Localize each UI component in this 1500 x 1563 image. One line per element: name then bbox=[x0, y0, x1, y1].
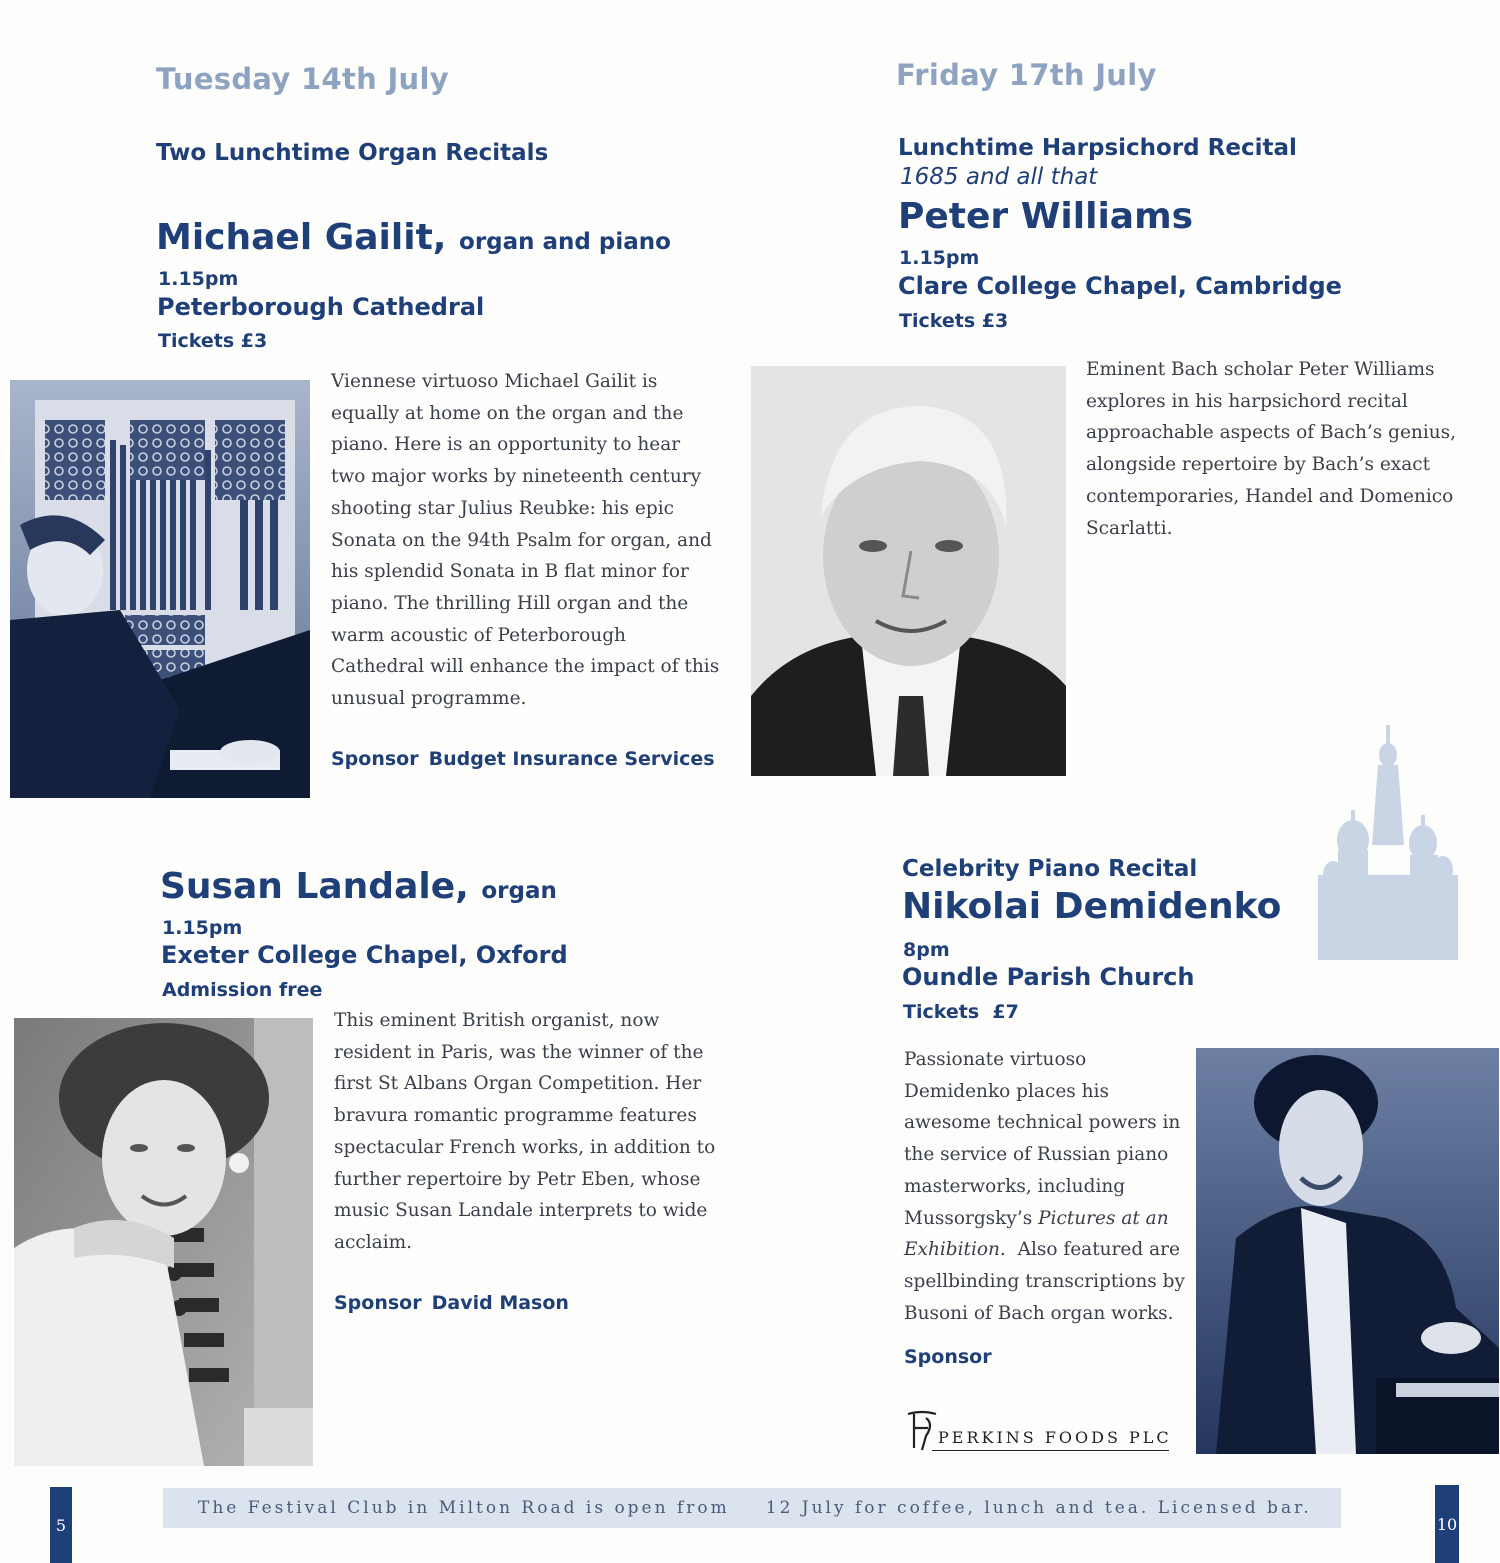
desc-line: further repertoire by Petr Eben, whose bbox=[334, 1168, 701, 1190]
perkins-monogram-icon bbox=[904, 1410, 940, 1452]
photo-nikolai-demidenko bbox=[1196, 1048, 1499, 1454]
desc-line: music Susan Landale interprets to wide bbox=[334, 1200, 708, 1222]
desc-line: Demidenko places his bbox=[904, 1080, 1109, 1102]
event-landale-venue: Exeter College Chapel, Oxford bbox=[161, 941, 568, 969]
photo-michael-gailit bbox=[10, 380, 310, 798]
desc-line: Viennese virtuoso Michael Gailit is bbox=[331, 371, 658, 392]
event-demidenko-tickets: Tickets £7 bbox=[903, 1001, 1019, 1023]
event-demidenko-performer: Nikolai Demidenko bbox=[902, 886, 1282, 927]
right-day-heading: Friday 17th July bbox=[896, 58, 1157, 92]
desc-line: equally at home on the organ and the bbox=[331, 402, 684, 424]
event-demidenko-sponsor-label: Sponsor bbox=[904, 1346, 992, 1368]
desc-line: shooting star Julius Reubke: his epic bbox=[331, 497, 674, 519]
sponsor-name: David Mason bbox=[431, 1292, 569, 1314]
desc-line: contemporaries, Handel and Domenico bbox=[1086, 485, 1454, 507]
page-number-right: 10 bbox=[1435, 1485, 1459, 1563]
desc-line: awesome technical powers in bbox=[904, 1112, 1181, 1134]
sponsor-name: Budget Insurance Services bbox=[428, 748, 715, 770]
landale-photo-illustration bbox=[14, 1018, 313, 1466]
desc-line: the service of Russian piano bbox=[904, 1144, 1169, 1166]
event-williams-subtitle: 1685 and all that bbox=[900, 164, 1098, 190]
left-day-heading: Tuesday 14th July bbox=[156, 62, 449, 96]
williams-photo-illustration bbox=[751, 366, 1066, 776]
desc-line: resident in Paris, was the winner of the bbox=[334, 1041, 704, 1063]
desc-line: Passionate virtuoso bbox=[904, 1049, 1087, 1070]
demidenko-photo-illustration bbox=[1196, 1048, 1499, 1454]
desc-line bbox=[904, 1234, 1189, 1266]
desc-line: masterworks, including bbox=[904, 1175, 1126, 1197]
desc-line: first St Albans Organ Competition. Her bbox=[334, 1073, 702, 1095]
page-number-left: 5 bbox=[50, 1487, 72, 1563]
performer-instrument: organ bbox=[481, 878, 557, 904]
event-williams-description bbox=[1086, 354, 1486, 544]
event-landale-tickets: Admission free bbox=[162, 979, 323, 1001]
logo-underline bbox=[932, 1450, 1169, 1451]
desc-line: his splendid Sonata in B flat minor for bbox=[331, 561, 689, 583]
event-gailit-venue: Peterborough Cathedral bbox=[157, 293, 485, 321]
desc-line: Eminent Bach scholar Peter Williams bbox=[1086, 359, 1435, 380]
desc-line: acclaim. bbox=[334, 1231, 413, 1253]
event-landale-sponsor bbox=[334, 1292, 569, 1314]
left-series-title: Two Lunchtime Organ Recitals bbox=[156, 140, 549, 166]
desc-line: This eminent British organist, now bbox=[334, 1010, 660, 1031]
desc-line: alongside repertoire by Bach’s exact bbox=[1086, 454, 1431, 476]
perkins-foods-logo bbox=[904, 1410, 1172, 1452]
event-gailit-time: 1.15pm bbox=[158, 268, 239, 290]
desc-line: Cathedral will enhance the impact of this bbox=[331, 656, 720, 678]
event-williams-time: 1.15pm bbox=[899, 247, 980, 269]
desc-line: Scarlatti. bbox=[1086, 517, 1173, 539]
desc-italic: Pictures at an bbox=[1038, 1207, 1169, 1229]
desc-line: piano. The thrilling Hill organ and the bbox=[331, 592, 689, 614]
event-williams-series: Lunchtime Harpsichord Recital bbox=[898, 135, 1297, 161]
event-demidenko-venue: Oundle Parish Church bbox=[902, 963, 1195, 991]
desc-line: bravura romantic programme features bbox=[334, 1105, 697, 1127]
event-williams-performer: Peter Williams bbox=[898, 196, 1194, 237]
event-gailit-sponsor bbox=[331, 748, 715, 770]
banner-text-left: The Festival Club in Milton Road is open from bbox=[198, 1498, 730, 1518]
event-gailit-tickets: Tickets £3 bbox=[158, 330, 268, 352]
performer-instrument: organ and piano bbox=[459, 229, 671, 255]
event-demidenko-description bbox=[904, 1044, 1189, 1329]
cathedral-silhouette-illustration bbox=[1318, 725, 1458, 960]
desc-text: Mussorgsky’s bbox=[904, 1207, 1039, 1229]
desc-line: explores in his harpsichord recital bbox=[1086, 390, 1408, 412]
desc-line: spellbinding transcriptions by bbox=[904, 1270, 1185, 1292]
festival-club-banner bbox=[163, 1488, 1341, 1528]
desc-line: warm acoustic of Peterborough bbox=[331, 624, 626, 646]
desc-line: Busoni of Bach organ works. bbox=[904, 1302, 1174, 1324]
photo-peter-williams bbox=[751, 366, 1066, 776]
performer-name: Susan Landale, bbox=[160, 866, 469, 907]
desc-line: Sonata on the 94th Psalm for organ, and bbox=[331, 529, 712, 551]
event-landale-description bbox=[334, 1005, 724, 1259]
desc-line: piano. Here is an opportunity to hear bbox=[331, 434, 681, 456]
performer-name: Michael Gailit, bbox=[156, 217, 447, 258]
event-gailit-performer bbox=[156, 217, 671, 258]
desc-italic: Exhibition. bbox=[904, 1239, 1006, 1261]
desc-line bbox=[904, 1203, 1189, 1235]
desc-line: two major works by nineteenth century bbox=[331, 466, 702, 488]
photo-susan-landale bbox=[14, 1018, 313, 1466]
event-gailit-description bbox=[331, 366, 721, 715]
event-demidenko-series: Celebrity Piano Recital bbox=[902, 856, 1198, 882]
organ-photo-illustration bbox=[10, 380, 310, 798]
desc-line: approachable aspects of Bach’s genius, bbox=[1086, 422, 1457, 444]
event-williams-venue: Clare College Chapel, Cambridge bbox=[898, 272, 1342, 300]
event-demidenko-time: 8pm bbox=[903, 939, 950, 961]
desc-line: unusual programme. bbox=[331, 688, 527, 710]
perkins-logo-text: PERKINS FOODS PLC bbox=[938, 1428, 1172, 1447]
desc-text: Also featured are bbox=[1005, 1239, 1180, 1261]
cathedral-icon bbox=[1318, 725, 1458, 960]
banner-text-right: 12 July for coffee, lunch and tea. Licensed bar. bbox=[765, 1498, 1312, 1518]
event-landale-performer bbox=[160, 866, 557, 907]
event-williams-tickets: Tickets £3 bbox=[899, 310, 1009, 332]
desc-line: spectacular French works, in addition to bbox=[334, 1136, 716, 1158]
sponsor-label: Sponsor bbox=[334, 1292, 422, 1314]
sponsor-label: Sponsor bbox=[331, 748, 419, 770]
event-landale-time: 1.15pm bbox=[162, 917, 243, 939]
